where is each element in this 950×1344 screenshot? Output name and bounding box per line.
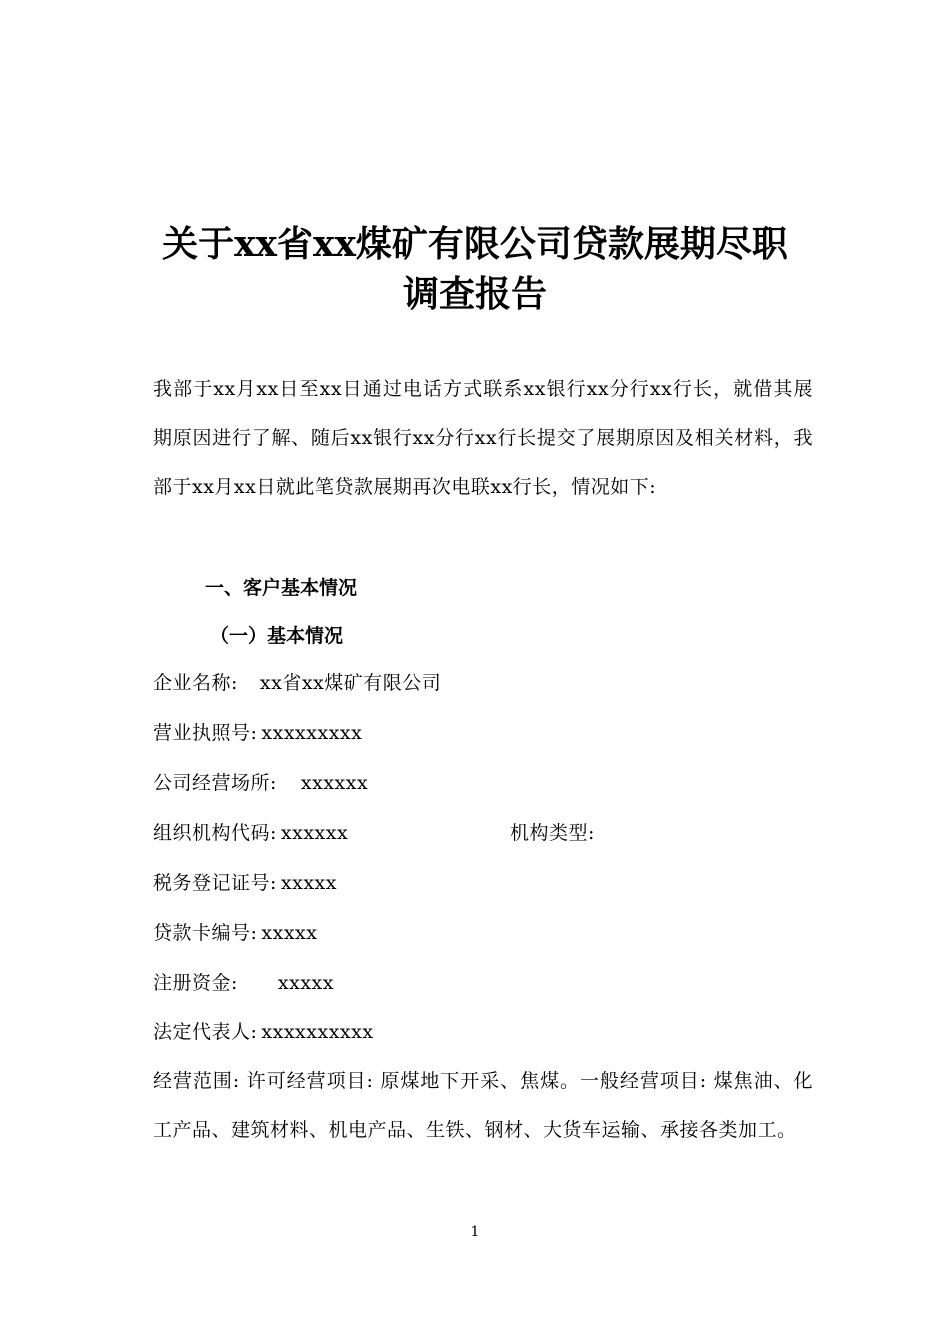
- field-registered-capital: [153, 968, 334, 998]
- field-company-name: [153, 668, 441, 698]
- field-company-name-label: 企业名称:: [153, 672, 238, 694]
- field-legal-representative-value: xxxxxxxxxx: [261, 1021, 374, 1043]
- page-number: 1: [470, 1224, 480, 1240]
- field-loan-card: [153, 918, 317, 948]
- field-org-code-value: xxxxxx: [280, 822, 349, 844]
- field-tax-registration-value: xxxxx: [280, 872, 337, 894]
- intro-paragraph: 我部于xx月xx日至xx日通过电话方式联系xx银行xx分行xx行长，就借其展期原因进行了解、随后xx银行xx分行xx行长提交了展期原因及相关材料，我部于xx月xx日就此笔贷款展期再次电联xx行长，情况如下:: [153, 378, 813, 498]
- business-scope-paragraph: 经营范围: 许可经营项目: 原煤地下开采、焦煤。一般经营项目: 煤焦油、化工产品、建筑材料、机电产品、生铁、钢材、大货车运输、承接各类加工。: [153, 1070, 813, 1141]
- field-registered-capital-label: 注册资金:: [153, 972, 238, 994]
- field-business-license-label: 营业执照号:: [153, 722, 258, 744]
- field-loan-card-label: 贷款卡编号:: [153, 922, 258, 944]
- document-title-line-1: 关于xx省xx煤矿有限公司贷款展期尽职: [162, 223, 788, 265]
- field-business-address: [153, 768, 368, 798]
- field-business-address-label: 公司经营场所:: [153, 772, 277, 794]
- field-org-code-label: 组织机构代码:: [153, 822, 277, 844]
- sub-heading-basic-info: （一）基本情况: [210, 625, 344, 647]
- field-org-type-label: 机构类型:: [510, 822, 595, 844]
- field-tax-registration: [153, 868, 337, 898]
- field-business-address-value: xxxxxx: [300, 772, 369, 794]
- section-heading-customer-info: 一、客户基本情况: [205, 577, 358, 599]
- field-business-license: [153, 718, 362, 748]
- field-business-license-value: xxxxxxxxx: [261, 722, 363, 744]
- field-org-code: [153, 818, 348, 848]
- field-legal-representative: [153, 1017, 374, 1047]
- document-title-line-2: 调查报告: [402, 273, 547, 315]
- field-loan-card-value: xxxxx: [261, 922, 318, 944]
- field-company-name-value: xx省xx煤矿有限公司: [259, 672, 442, 694]
- field-legal-representative-label: 法定代表人:: [153, 1021, 258, 1043]
- field-tax-registration-label: 税务登记证号:: [153, 872, 277, 894]
- field-registered-capital-value: xxxxx: [277, 972, 334, 994]
